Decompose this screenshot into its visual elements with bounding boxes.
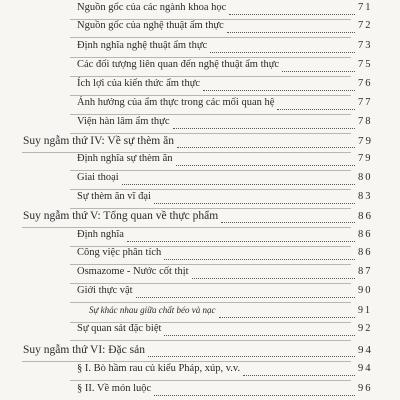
toc-page-number: 83 [358, 191, 373, 202]
row-rule [70, 76, 351, 77]
toc-entry [0, 266, 400, 284]
row-rule [70, 114, 351, 115]
toc-entry [0, 59, 400, 77]
toc-title-dinh-nghia: Định nghĩa [77, 229, 124, 240]
toc-title-su-quan-sat-dac-biet: Sự quan sát đặc biệt [77, 323, 162, 334]
toc-page-number: 77 [358, 97, 373, 108]
toc-entry [0, 153, 400, 171]
toc-entry [0, 97, 400, 115]
row-rule [70, 37, 351, 38]
toc-page-number: 72 [358, 20, 373, 31]
dot-leader [192, 277, 355, 279]
dot-leader [227, 31, 355, 33]
toc-title-cac-doi-tuong-lien-quan-den-nghe-thuat-a: Các đối tượng liên quan đến nghệ thuật ẩm thực [77, 59, 280, 70]
toc-entry [0, 285, 400, 303]
toc-page-number: 86 [358, 210, 373, 222]
dot-leader [173, 127, 355, 129]
dot-leader [243, 374, 355, 376]
toc-entry [0, 20, 400, 38]
dot-leader [154, 394, 355, 396]
toc-title-suy-ngam-thu-vi-dac-san: Suy ngẫm thứ VI: Đặc sản [23, 344, 145, 356]
toc-page-number: 92 [358, 323, 373, 334]
row-rule [70, 208, 351, 209]
dot-leader [229, 13, 355, 15]
toc-subentry [0, 305, 400, 323]
toc-title-nguon-goc-cua-cac-nganh-khoa-hoc: Nguồn gốc của các ngành khoa học [77, 2, 227, 13]
toc-title-suy-ngam-thu-iv-ve-su-them-an: Suy ngẫm thứ IV: Về sự thèm ăn [23, 135, 174, 147]
toc-page-number: 76 [358, 78, 373, 89]
dot-leader [203, 89, 355, 91]
toc-entry [0, 40, 400, 58]
dot-leader [136, 296, 355, 298]
toc-entry [0, 247, 400, 265]
toc-entry [0, 363, 400, 381]
toc-page-number: 71 [358, 2, 373, 13]
toc-page-number: 79 [358, 153, 373, 164]
dot-leader [154, 202, 355, 204]
toc-page-number: 91 [358, 305, 372, 316]
row-rule [70, 380, 351, 381]
toc-title-dinh-nghia-nghe-thuat-am-thuc: Định nghĩa nghệ thuật ẩm thực [77, 40, 208, 51]
toc-chapter-entry [0, 344, 400, 362]
dot-leader [219, 316, 355, 318]
row-rule [70, 302, 351, 303]
toc-entry [0, 78, 400, 96]
dot-leader [176, 164, 355, 166]
row-rule [70, 283, 351, 284]
toc-title-cong-viec-phan-tich: Công việc phân tích [77, 247, 162, 258]
toc-entry [0, 116, 400, 134]
toc-title-giai-thoai: Giai thoại [77, 172, 119, 183]
toc-page-number: 94 [358, 344, 373, 356]
toc-page-number: 73 [358, 40, 373, 51]
toc-title-ii-ve-mon-luoc: § II. Về món luộc [77, 383, 152, 394]
toc-entry [0, 323, 400, 341]
row-rule [70, 189, 351, 190]
toc-entry [0, 2, 400, 20]
row-rule [22, 227, 351, 228]
row-rule [70, 95, 351, 96]
row-rule [70, 264, 351, 265]
toc-title-ich-loi-cua-kien-thuc-am-thuc: Ích lợi của kiến thức ẩm thực [77, 78, 201, 89]
dot-leader [177, 146, 355, 148]
row-rule [70, 170, 351, 171]
toc-title-nguon-goc-cua-nghe-thuat-am-thuc: Nguồn gốc của nghệ thuật ẩm thực [77, 20, 224, 31]
dot-leader [210, 51, 355, 53]
toc-chapter-entry [0, 135, 400, 153]
toc-page-number: 90 [358, 285, 373, 296]
dot-leader [277, 108, 355, 110]
dot-leader [164, 334, 355, 336]
toc-title-i-bo-ham-rau-cu-kieu-phap-xup-v-v: § I. Bò hầm rau củ kiểu Pháp, xúp, v.v. [77, 363, 241, 374]
row-rule [70, 57, 351, 58]
toc-title-vien-han-lam-am-thuc: Viện hàn lâm ẩm thực [77, 116, 170, 127]
toc-entry [0, 383, 400, 400]
toc-page-number: 87 [358, 266, 373, 277]
toc-title-su-khac-nhau-giua-chat-beo-va-nac: Sự khác nhau giữa chất béo và nạc [89, 305, 216, 315]
toc-title-anh-huong-cua-am-thuc-trong-cac-moi-quan: Ảnh hưởng của ẩm thực trong các mối quan hệ [77, 97, 275, 108]
toc-page-number: 80 [358, 172, 373, 183]
dot-leader [127, 240, 355, 242]
toc-title-suy-ngam-thu-v-tong-quan-ve-thuc-pham: Suy ngẫm thứ V: Tổng quan về thực phẩm [23, 210, 219, 222]
toc-entry [0, 172, 400, 190]
toc-page-number: 94 [358, 363, 373, 374]
toc-title-dinh-nghia-su-them-an: Định nghĩa sự thèm ăn [77, 153, 173, 164]
dot-leader [164, 258, 355, 260]
row-rule [70, 340, 351, 341]
toc-page-number: 86 [358, 229, 373, 240]
toc-page-number: 79 [358, 135, 373, 147]
toc-entry [0, 191, 400, 209]
dot-leader [148, 355, 355, 357]
row-rule [22, 361, 351, 362]
dot-leader [122, 183, 355, 185]
toc-title-osmazome-nuoc-cot-thit: Osmazome - Nước cốt thịt [77, 266, 189, 277]
toc-title-su-them-an-vi-dai: Sự thèm ăn vĩ đại [77, 191, 151, 202]
dot-leader [221, 221, 355, 223]
toc-entry [0, 229, 400, 247]
dot-leader [282, 70, 355, 72]
toc-page-number: 86 [358, 247, 373, 258]
toc-chapter-entry [0, 210, 400, 228]
toc-page-number: 96 [358, 383, 373, 394]
toc-page-number: 75 [358, 59, 373, 70]
toc-title-gioi-thuc-vat: Giới thực vật [77, 285, 133, 296]
row-rule [70, 133, 351, 134]
toc-page-number: 78 [358, 116, 373, 127]
